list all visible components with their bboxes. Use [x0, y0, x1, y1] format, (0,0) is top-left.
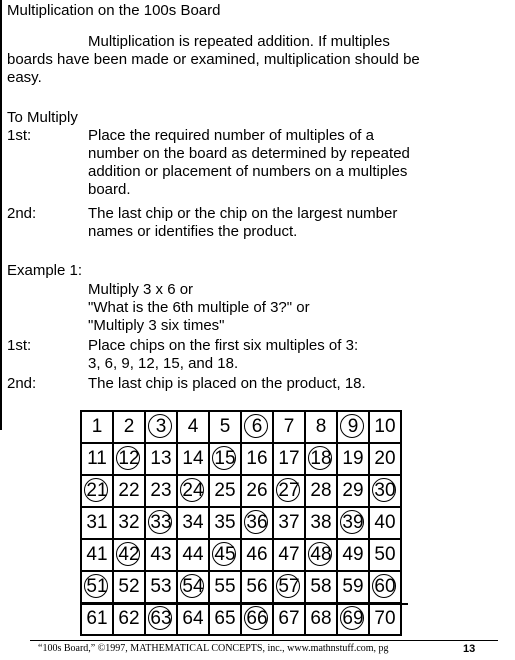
- board-cell: [114, 444, 146, 476]
- cell-number: 20: [374, 448, 396, 469]
- board-cell: [178, 476, 210, 508]
- step-line: board.: [88, 181, 131, 198]
- cell-number: 8: [315, 416, 327, 437]
- board-row: [82, 540, 402, 572]
- board-cell: [338, 508, 370, 540]
- board-cell: [306, 572, 338, 604]
- cell-number: 48: [310, 544, 332, 565]
- cell-number: 17: [278, 448, 300, 469]
- board-row: [82, 604, 402, 636]
- step-text: [88, 375, 366, 393]
- board-cell: [370, 572, 402, 604]
- cell-number: 57: [278, 576, 300, 597]
- board-cell: [370, 476, 402, 508]
- board-cell: [242, 572, 274, 604]
- board-cell: [146, 444, 178, 476]
- board-cell: [114, 476, 146, 508]
- board-row: [82, 412, 402, 444]
- cell-number: 33: [150, 512, 172, 533]
- board-cell: [146, 508, 178, 540]
- cell-number: 39: [342, 512, 364, 533]
- cell-number: 67: [278, 608, 300, 629]
- cell-number: 9: [347, 416, 359, 437]
- cell-number: 4: [187, 416, 199, 437]
- board-cell: [210, 508, 242, 540]
- cell-number: 35: [214, 512, 236, 533]
- board-cell: [210, 540, 242, 572]
- board-cell: [146, 540, 178, 572]
- board-cell: [242, 540, 274, 572]
- board-cell: [242, 476, 274, 508]
- board-cell: [338, 412, 370, 444]
- cell-number: 18: [310, 448, 332, 469]
- step-line: Place the required number of multiples of a: [88, 127, 374, 144]
- step-line: number on the board as determined by repeated: [88, 145, 410, 162]
- example-line: "Multiply 3 six times": [88, 317, 225, 334]
- board-cell: [82, 508, 114, 540]
- cell-number: 59: [342, 576, 364, 597]
- cell-number: 1: [91, 416, 103, 437]
- board-cell: [82, 444, 114, 476]
- board-cell: [146, 604, 178, 636]
- board-cell: [178, 508, 210, 540]
- cell-number: 19: [342, 448, 364, 469]
- left-margin-rule: [0, 0, 2, 430]
- cell-number: 15: [214, 448, 236, 469]
- board-cell: [306, 412, 338, 444]
- cell-number: 65: [214, 608, 236, 629]
- cell-number: 51: [86, 576, 108, 597]
- cell-number: 70: [374, 608, 396, 629]
- intro-line-2: boards have been made or examined, multiplication should be: [7, 51, 420, 68]
- footer-credit: “100s Board,” ©1997, MATHEMATICAL CONCEPTS, inc., www.mathnstuff.com, pg: [38, 643, 389, 654]
- board-cell: [210, 412, 242, 444]
- cell-number: 54: [182, 576, 204, 597]
- cell-number: 44: [182, 544, 204, 565]
- cell-number: 32: [118, 512, 140, 533]
- board-cell: [306, 540, 338, 572]
- board-cell: [274, 604, 306, 636]
- board-row: [82, 444, 402, 476]
- step-line: Place chips on the first six multiples of 3:: [88, 337, 359, 354]
- cell-number: 6: [251, 416, 263, 437]
- cell-number: 61: [86, 608, 108, 629]
- board-cell: [338, 572, 370, 604]
- cell-number: 43: [150, 544, 172, 565]
- board-cell: [210, 604, 242, 636]
- board-cell: [82, 604, 114, 636]
- cell-number: 34: [182, 512, 204, 533]
- cell-number: 69: [342, 608, 364, 629]
- cell-number: 56: [246, 576, 268, 597]
- board-cell: [274, 412, 306, 444]
- cell-number: 62: [118, 608, 140, 629]
- board-cell: [146, 412, 178, 444]
- cell-number: 21: [86, 480, 108, 501]
- board-cell: [82, 412, 114, 444]
- step-line: names or identifies the product.: [88, 223, 298, 240]
- cell-number: 14: [182, 448, 204, 469]
- cell-number: 11: [87, 448, 107, 469]
- board-cell: [178, 540, 210, 572]
- board-row: [82, 572, 402, 604]
- step-label: 2nd:: [7, 205, 37, 222]
- step-line: addition or placement of numbers on a multiples: [88, 163, 408, 180]
- board-cell: [338, 540, 370, 572]
- cell-number: 10: [374, 416, 396, 437]
- cell-number: 13: [150, 448, 172, 469]
- step-line: The last chip is placed on the product, 18.: [88, 375, 366, 392]
- cell-number: 68: [310, 608, 332, 629]
- board-cell: [210, 572, 242, 604]
- footer-rule: [30, 640, 498, 641]
- cell-number: 53: [150, 576, 172, 597]
- board-cell: [242, 508, 274, 540]
- board-cell: [306, 508, 338, 540]
- cell-number: 47: [278, 544, 300, 565]
- cell-number: 3: [155, 416, 167, 437]
- cell-number: 26: [246, 480, 268, 501]
- board-cell: [114, 412, 146, 444]
- board-cell: [178, 444, 210, 476]
- board-cell: [178, 412, 210, 444]
- board-cell: [306, 604, 338, 636]
- cell-number: 5: [219, 416, 231, 437]
- board-cell: [210, 476, 242, 508]
- board-cell: [82, 572, 114, 604]
- cell-number: 28: [310, 480, 332, 501]
- board-cell: [338, 604, 370, 636]
- board-cell: [370, 604, 402, 636]
- board-cell: [370, 444, 402, 476]
- cell-number: 55: [214, 576, 236, 597]
- cell-number: 36: [246, 512, 268, 533]
- cell-number: 52: [118, 576, 140, 597]
- cell-number: 41: [86, 544, 108, 565]
- cell-number: 45: [214, 544, 236, 565]
- cell-number: 38: [310, 512, 332, 533]
- cell-number: 24: [182, 480, 204, 501]
- cell-number: 22: [118, 480, 140, 501]
- board-cell: [146, 476, 178, 508]
- cell-number: 7: [283, 416, 295, 437]
- board-cell: [178, 572, 210, 604]
- cell-number: 25: [214, 480, 236, 501]
- board-cell: [114, 572, 146, 604]
- board-cell: [82, 540, 114, 572]
- board-cut-edge: [80, 603, 408, 605]
- board-cell: [306, 444, 338, 476]
- cell-number: 49: [342, 544, 364, 565]
- page-title: Multiplication on the 100s Board: [7, 2, 221, 19]
- step-label: 1st:: [7, 337, 32, 354]
- board-cell: [306, 476, 338, 508]
- board-cell: [178, 604, 210, 636]
- board-cell: [242, 444, 274, 476]
- step-label: 1st:: [7, 127, 32, 144]
- step-label: 2nd:: [7, 375, 37, 392]
- board-cell: [114, 540, 146, 572]
- step-text: [88, 127, 410, 199]
- hundreds-board: [80, 410, 402, 629]
- step-line: 3, 6, 9, 12, 15, and 18.: [88, 355, 239, 372]
- cell-number: 46: [246, 544, 268, 565]
- cell-number: 60: [374, 576, 396, 597]
- cell-number: 23: [150, 480, 172, 501]
- board-cell: [274, 444, 306, 476]
- cell-number: 2: [123, 416, 135, 437]
- cell-number: 66: [246, 608, 268, 629]
- step-text: [88, 337, 358, 373]
- cell-number: 40: [374, 512, 396, 533]
- cell-number: 63: [150, 608, 172, 629]
- board-cell: [210, 444, 242, 476]
- step-line: The last chip or the chip on the largest number: [88, 205, 398, 222]
- board-cell: [242, 604, 274, 636]
- board-cell: [370, 508, 402, 540]
- cell-number: 42: [118, 544, 140, 565]
- board-cell: [274, 540, 306, 572]
- board-cell: [146, 572, 178, 604]
- intro-line-1: Multiplication is repeated addition. If multiples: [88, 33, 390, 50]
- step-text: [88, 205, 397, 241]
- to-multiply-heading: To Multiply: [7, 109, 78, 126]
- example-line: "What is the 6th multiple of 3?" or: [88, 299, 310, 316]
- cell-number: 16: [246, 448, 268, 469]
- board-cell: [274, 476, 306, 508]
- board-cell: [242, 412, 274, 444]
- board-cell: [114, 604, 146, 636]
- board-cell: [114, 508, 146, 540]
- cell-number: 58: [310, 576, 332, 597]
- board-row: [82, 476, 402, 508]
- example-prompt: [88, 281, 310, 335]
- board-cell: [338, 444, 370, 476]
- cell-number: 50: [374, 544, 396, 565]
- cell-number: 27: [278, 480, 300, 501]
- cell-number: 31: [86, 512, 108, 533]
- cell-number: 12: [118, 448, 140, 469]
- board-cell: [338, 476, 370, 508]
- cell-number: 64: [182, 608, 204, 629]
- page-number: 13: [463, 643, 476, 655]
- intro-line-3: easy.: [7, 69, 42, 86]
- example-line: Multiply 3 x 6 or: [88, 281, 194, 298]
- cell-number: 30: [374, 480, 396, 501]
- intro-paragraph: [7, 33, 497, 87]
- board-cell: [82, 476, 114, 508]
- example-heading: Example 1:: [7, 262, 83, 279]
- board-row: [82, 508, 402, 540]
- cell-number: 37: [278, 512, 300, 533]
- board-cell: [370, 540, 402, 572]
- board-cell: [370, 412, 402, 444]
- cell-number: 29: [342, 480, 364, 501]
- board-cell: [274, 508, 306, 540]
- board-cell: [274, 572, 306, 604]
